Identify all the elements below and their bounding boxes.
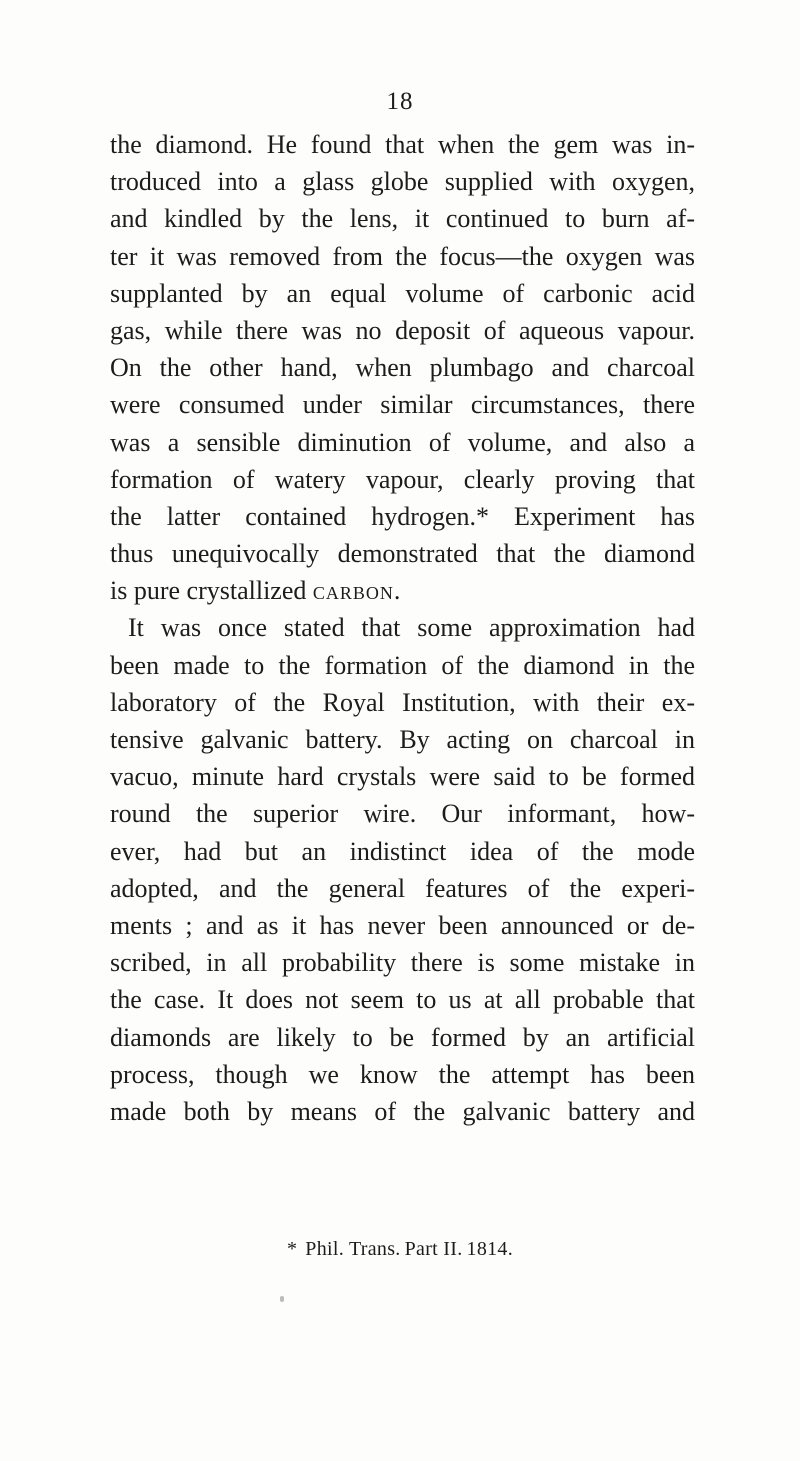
body-text — [110, 126, 695, 1130]
footnote-year: 1814. — [466, 1238, 514, 1260]
page-number: 18 — [386, 88, 414, 115]
text-line: the latter contained hydrogen.* Experiment has — [110, 501, 695, 531]
text-line: thus unequivocally demonstrated that the diamond — [110, 539, 695, 569]
paper-speck-mark — [280, 1296, 284, 1302]
carbon-smallcaps: carbon — [312, 576, 394, 606]
footnote-mark: * — [286, 1238, 298, 1260]
text-line: were consumed under similar circumstances, there — [110, 390, 695, 420]
text-line: adopted, and the general features of the experi- — [110, 873, 695, 903]
text-line-paragraph-end — [110, 572, 695, 609]
text-line: the case. It does not seem to us at all probable that — [110, 985, 695, 1015]
paragraph-start-line: It was once stated that some approximation had — [128, 613, 695, 643]
text-line: troduced into a glass globe supplied with oxygen, — [110, 167, 695, 197]
text-line: formation of watery vapour, clearly proving that — [110, 464, 695, 494]
line-text: is pure crystallized — [110, 576, 313, 606]
text-line: ments ; and as it has never been announced or de- — [110, 910, 695, 940]
text-line: gas, while there was no deposit of aqueous vapour. — [110, 315, 695, 345]
text-line: round the superior wire. Our informant, how- — [110, 799, 695, 829]
text-line: been made to the formation of the diamond in the — [110, 650, 695, 680]
footnote-source: Phil. Trans. — [305, 1238, 401, 1260]
text-line: diamonds are likely to be formed by an artificial — [110, 1022, 695, 1052]
text-line: was a sensible diminution of volume, and also a — [110, 427, 695, 457]
text-line: supplanted by an equal volume of carbonic acid — [110, 278, 695, 308]
text-line: ever, had but an indistinct idea of the mode — [110, 836, 695, 866]
text-line: made both by means of the galvanic battery and — [110, 1096, 695, 1126]
text-line: scribed, in all probability there is some mistake in — [110, 948, 695, 978]
text-line: and kindled by the lens, it continued to burn af- — [110, 204, 695, 234]
text-line: laboratory of the Royal Institution, with their ex- — [110, 687, 695, 717]
text-line: On the other hand, when plumbago and charcoal — [110, 353, 695, 383]
text-line: the diamond. He found that when the gem was in- — [110, 130, 695, 159]
text-line: tensive galvanic battery. By acting on charcoal in — [110, 725, 695, 754]
text-line: vacuo, minute hard crystals were said to be formed — [110, 762, 695, 792]
line-period: . — [393, 576, 401, 606]
text-line: ter it was removed from the focus—the oxygen was — [110, 241, 695, 271]
footnote — [0, 1238, 800, 1261]
text-line: process, though we know the attempt has been — [110, 1059, 695, 1089]
footnote-part: Part II. — [404, 1238, 463, 1260]
